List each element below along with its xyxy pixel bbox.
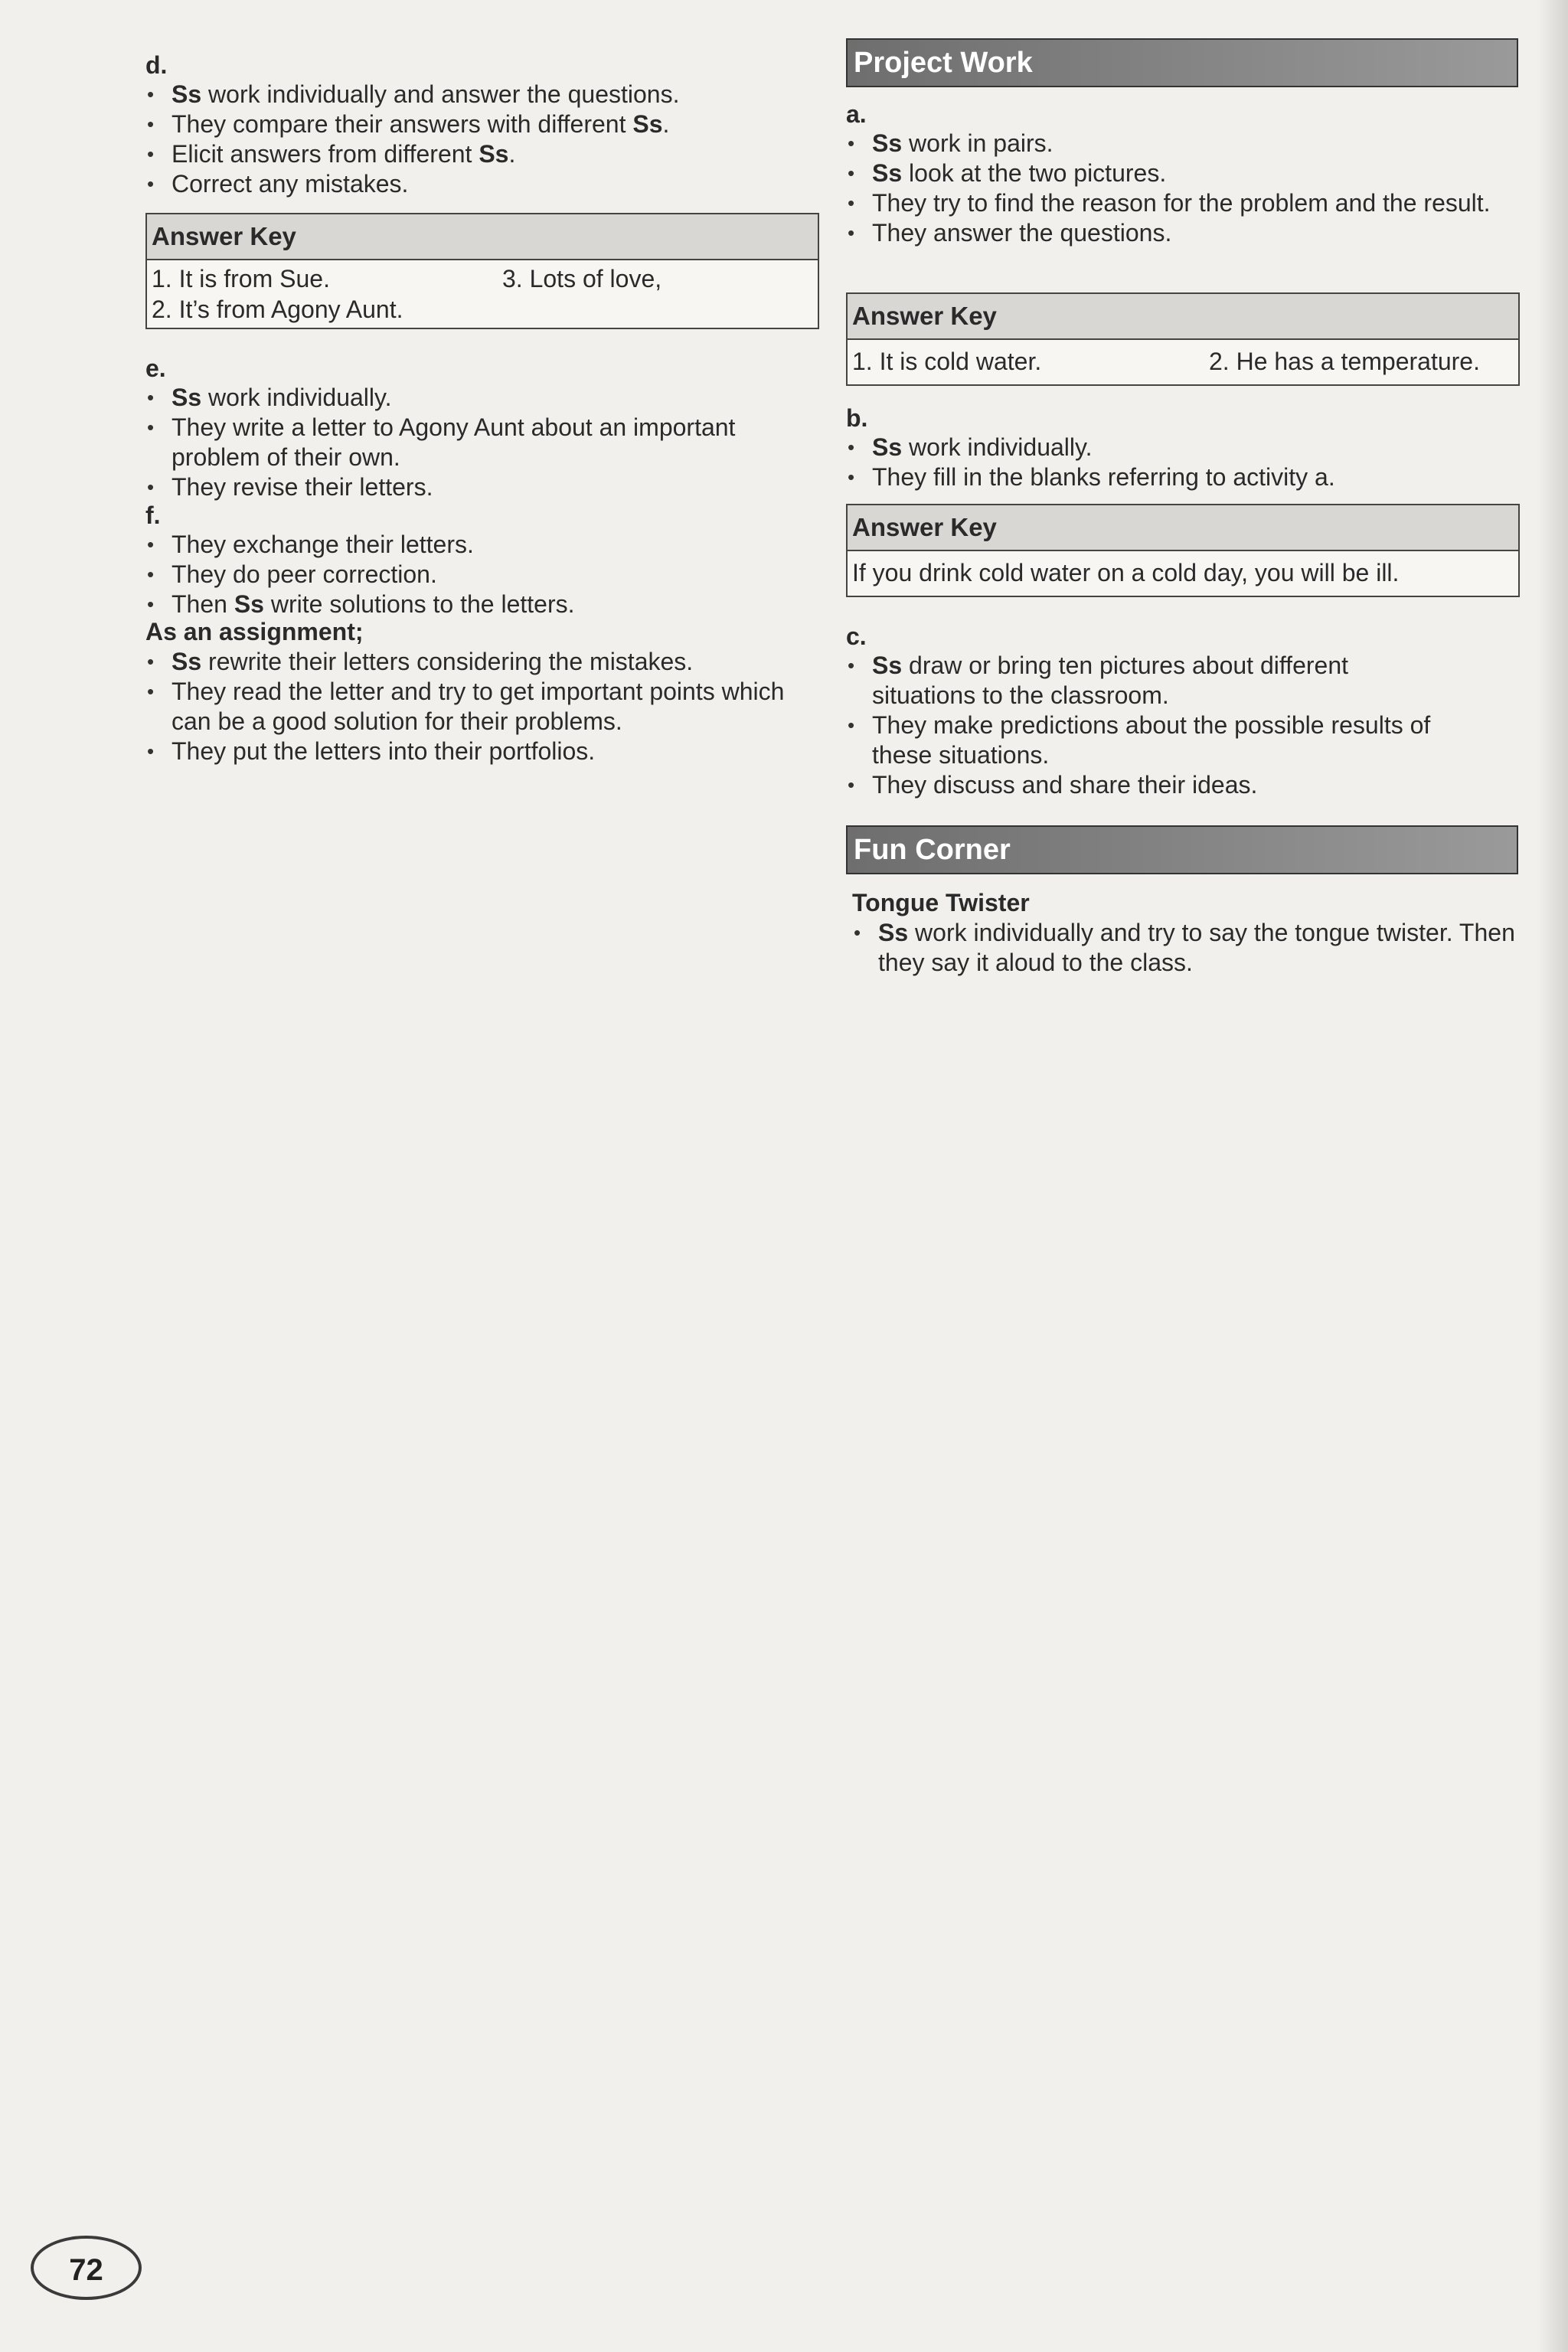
page-number: 72 (31, 2236, 142, 2300)
bullet-list-d (145, 80, 819, 199)
answer-key-title: Answer Key (147, 214, 818, 260)
bold-term: Ss (872, 433, 903, 461)
bullet-item (846, 433, 1520, 462)
item-text: Elicit answers from different (172, 140, 479, 168)
bullet-item (145, 383, 819, 413)
bullet-item (846, 158, 1497, 188)
answer-key-box-b (846, 504, 1520, 597)
bold-term: Ss (172, 648, 202, 675)
item-text: They answer the questions. (872, 219, 1172, 247)
project-work-banner: Project Work (846, 38, 1518, 87)
item-text: work in pairs. (902, 129, 1054, 157)
bold-term: Ss (878, 919, 909, 946)
answer-item: 3. Lots of love, (502, 265, 662, 292)
section-d (145, 51, 819, 199)
section-project-a (846, 100, 1520, 248)
bullet-item (145, 590, 819, 619)
bold-term: Ss (172, 80, 202, 108)
bullet-item (145, 413, 819, 472)
bullet-item (846, 651, 1451, 710)
bullet-list-e (145, 383, 819, 502)
answer-item: 1. It is cold water. (852, 348, 1042, 375)
bullet-list-f (145, 530, 819, 619)
bullet-item (846, 129, 1497, 158)
bullet-list-fun-corner (852, 918, 1518, 978)
section-assignment (145, 617, 819, 766)
item-text: . (662, 110, 670, 138)
bold-term: Ss (632, 110, 663, 138)
item-text: work individually. (902, 433, 1093, 461)
bullet-item (145, 737, 804, 766)
item-text: draw or bring ten pictures about different situations to the classroom. (872, 652, 1348, 709)
bullet-list-project-a (846, 129, 1497, 248)
item-text: rewrite their letters considering the mistakes. (201, 648, 694, 675)
item-text: They revise their letters. (172, 473, 433, 501)
bullet-item (145, 109, 819, 139)
fun-corner-banner: Fun Corner (846, 825, 1518, 874)
bold-term: Ss (172, 384, 202, 411)
bullet-item (145, 139, 819, 169)
item-text: work individually. (201, 384, 392, 411)
answer-key-row (852, 557, 1514, 588)
section-letter-b: b. (846, 404, 868, 432)
section-fun-corner (852, 888, 1534, 978)
bullet-item (145, 647, 804, 677)
bold-term: Ss (872, 159, 903, 187)
assignment-title: As an assignment; (145, 618, 364, 645)
bullet-list-project-b (846, 433, 1520, 492)
bold-term: Ss (872, 652, 903, 679)
item-text: work individually and answer the questions. (201, 80, 680, 108)
page-edge-shadow (1537, 0, 1568, 2352)
item-text: They discuss and share their ideas. (872, 771, 1258, 799)
section-letter-c: c. (846, 622, 867, 650)
answer-key-row (152, 263, 813, 294)
bullet-item (846, 188, 1497, 218)
section-letter-d: d. (145, 51, 168, 79)
section-project-c (846, 622, 1520, 800)
section-letter-e: e. (145, 354, 166, 382)
tongue-twister-title: Tongue Twister (852, 889, 1030, 916)
answer-item: If you drink cold water on a cold day, you will be ill. (852, 559, 1400, 586)
bullet-item (145, 530, 819, 560)
section-letter-f: f. (145, 501, 161, 529)
bullet-list-assignment (145, 647, 804, 766)
answer-key-body (147, 260, 818, 328)
item-text: They write a letter to Agony Aunt about an important problem of their own. (172, 413, 736, 471)
answer-key-title: Answer Key (848, 294, 1518, 340)
bullet-item (145, 472, 819, 502)
bullet-item (846, 710, 1451, 770)
answer-key-title: Answer Key (848, 505, 1518, 551)
bullet-list-project-c (846, 651, 1451, 800)
item-text: look at the two pictures. (902, 159, 1167, 187)
answer-key-body (848, 551, 1518, 596)
bullet-item (145, 560, 819, 590)
section-project-b (846, 403, 1520, 492)
bullet-item (145, 677, 804, 737)
item-text: They exchange their letters. (172, 531, 474, 558)
item-text: Correct any mistakes. (172, 170, 409, 198)
bold-term: Ss (479, 140, 509, 168)
item-text: . (508, 140, 516, 168)
bold-term: Ss (234, 590, 264, 618)
item-text: They try to find the reason for the problem and the result. (872, 189, 1491, 217)
answer-key-body (848, 340, 1518, 384)
answer-key-row (852, 346, 1514, 377)
section-e (145, 354, 819, 502)
answer-key-box-a (846, 292, 1520, 386)
answer-item: 2. It’s from Agony Aunt. (152, 296, 403, 323)
answer-key-box-d (145, 213, 819, 329)
answer-key-row (152, 294, 813, 325)
item-text: They make predictions about the possible results of these situations. (872, 711, 1431, 769)
item-text: They put the letters into their portfolios. (172, 737, 596, 765)
item-text: Then (172, 590, 234, 618)
item-text: They do peer correction. (172, 560, 437, 588)
item-text: work individually and try to say the tongue twister. Then they say it aloud to the class. (878, 919, 1515, 976)
bullet-item (846, 462, 1520, 492)
bullet-item (852, 918, 1518, 978)
bullet-item (145, 169, 819, 199)
bullet-item (846, 770, 1451, 800)
section-letter-a: a. (846, 100, 867, 128)
bullet-item (846, 218, 1497, 248)
item-text: They read the letter and try to get important points which can be a good solution for their problems. (172, 678, 785, 735)
answer-item: 1. It is from Sue. (152, 265, 330, 292)
bold-term: Ss (872, 129, 903, 157)
section-f (145, 501, 819, 619)
item-text: write solutions to the letters. (263, 590, 575, 618)
item-text: They fill in the blanks referring to activity a. (872, 463, 1335, 491)
answer-item: 2. He has a temperature. (1209, 348, 1480, 375)
bullet-item (145, 80, 819, 109)
item-text: They compare their answers with different (172, 110, 633, 138)
